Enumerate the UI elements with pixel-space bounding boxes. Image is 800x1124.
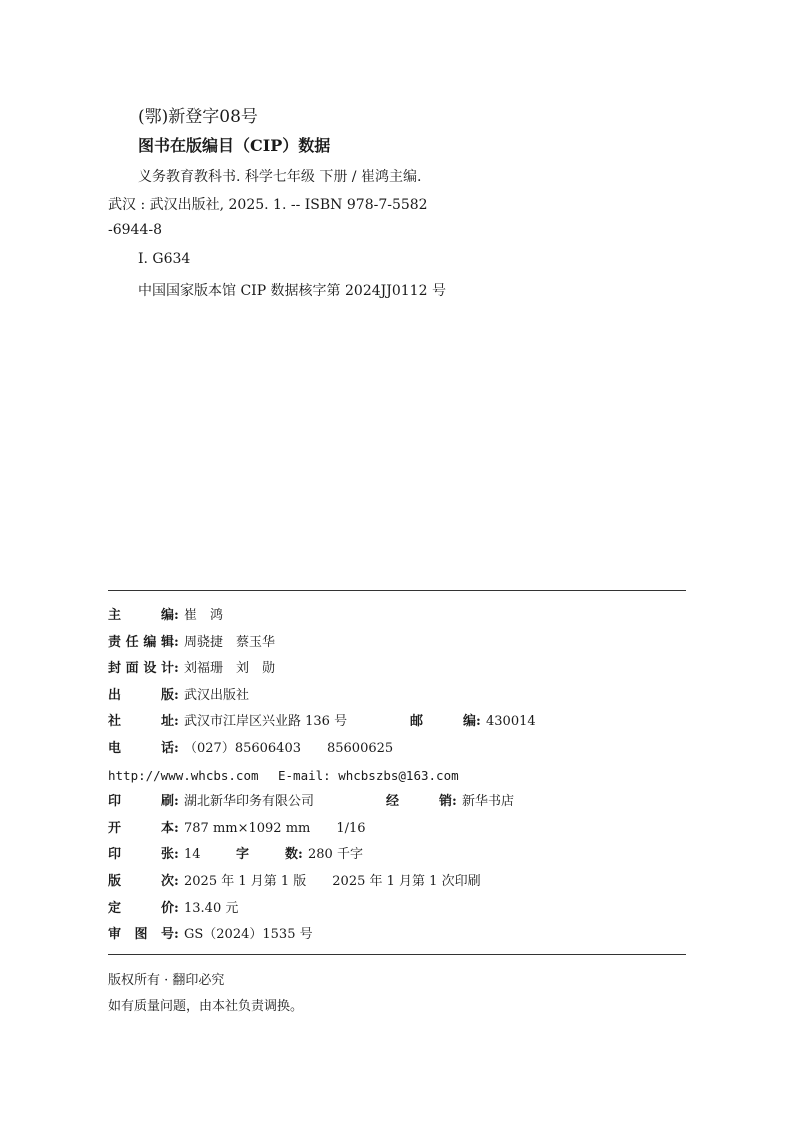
map-approval-value: GS（2024）1535 号: [184, 927, 313, 943]
credit-row-map-approval: 审图号 : GS（2024）1535 号: [108, 922, 536, 949]
responsible-editor-value: 周骁捷 蔡玉华: [184, 634, 276, 650]
sheets-value: 14: [184, 847, 201, 863]
credits-block: [108, 603, 536, 949]
credit-row-format: 开本 : 787 mm×1092 mm 1/16: [108, 816, 536, 843]
credit-row-cover-design: 封面设计 : 刘福珊 刘 勋: [108, 656, 536, 683]
cip-isbn-continuation: -6944-8: [108, 222, 162, 238]
responsible-editor-label: 责任编辑: [108, 634, 174, 650]
top-divider: [108, 590, 686, 591]
price-value: 13.40 元: [184, 900, 239, 916]
words-label: 字数: [236, 847, 298, 863]
printer-label: 印刷: [108, 794, 174, 810]
footer-notice: [108, 968, 303, 1020]
publisher-value: 武汉出版社: [184, 687, 250, 703]
address-value: 武汉市江岸区兴业路 136 号: [184, 714, 348, 730]
credit-row-edition: 版次 : 2025 年 1 月第 1 版 2025 年 1 月第 1 次印刷: [108, 869, 536, 896]
cip-title: 图书在版编目（CIP）数据: [138, 136, 331, 155]
cover-design-label: 封面设计: [108, 661, 174, 677]
format-value: 787 mm×1092 mm 1/16: [184, 820, 366, 836]
sheets-label: 印张: [108, 847, 174, 863]
credit-row-editor: 主编 : 崔 鸿: [108, 603, 536, 630]
edition-value: 2025 年 1 月第 1 版 2025 年 1 月第 1 次印刷: [184, 873, 481, 889]
postcode-value: 430014: [486, 714, 536, 730]
copyright-notice: 版权所有 · 翻印必究: [108, 973, 225, 988]
price-label: 定价: [108, 900, 174, 916]
credit-row-printer: 印刷 : 湖北新华印务有限公司 经销 : 新华书店: [108, 789, 536, 816]
credit-row-web: [108, 763, 536, 790]
printer-value: 湖北新华印务有限公司: [184, 794, 315, 810]
cip-publication-line: 武汉 : 武汉出版社, 2025. 1. -- ISBN 978-7-5582: [108, 197, 428, 213]
postcode-label: 邮编: [410, 714, 476, 730]
website-link[interactable]: http://www.whcbs.com: [108, 767, 259, 783]
format-label: 开本: [108, 820, 174, 836]
words-value: 280 千字: [308, 847, 363, 863]
credit-row-phone: 电话 : （027）85606403 85600625: [108, 736, 536, 763]
edition-label: 版次: [108, 873, 174, 889]
credit-row-publisher: 出版 : 武汉出版社: [108, 683, 536, 710]
credit-row-responsible-editor: 责任编辑 : 周骁捷 蔡玉华: [108, 630, 536, 657]
address-label: 社址: [108, 714, 174, 730]
map-approval-label: 审图号: [108, 927, 174, 943]
distributor-label: 经销: [386, 794, 452, 810]
credit-row-price: 定价 : 13.40 元: [108, 896, 536, 923]
publisher-label: 出版: [108, 687, 174, 703]
quality-notice: 如有质量问题，由本社负责调换。: [108, 999, 304, 1014]
cip-book-title-line: 义务教育教科书. 科学七年级 下册 / 崔鸿主编.: [138, 169, 422, 185]
phone-label: 电话: [108, 740, 174, 756]
editor-value: 崔 鸿: [184, 608, 224, 623]
cover-design-value: 刘福珊 刘 勋: [184, 661, 276, 677]
bottom-divider: [108, 954, 686, 955]
phone-value: （027）85606403 85600625: [184, 740, 394, 756]
editor-label: 主编: [108, 608, 174, 623]
credit-row-sheets: 印张 : 14 字数 : 280 千字: [108, 842, 536, 869]
distributor-value: 新华书店: [462, 794, 515, 810]
credit-row-address: 社址 : 武汉市江岸区兴业路 136 号 邮编 : 430014: [108, 709, 536, 736]
email-link[interactable]: E-mail: whcbszbs@163.com: [278, 767, 459, 783]
registration-number: (鄂)新登字08号: [138, 107, 258, 127]
cip-verification-number: 中国国家版本馆 CIP 数据核字第 2024JJ0112 号: [138, 283, 446, 299]
cip-classification: Ⅰ. G634: [138, 251, 191, 267]
